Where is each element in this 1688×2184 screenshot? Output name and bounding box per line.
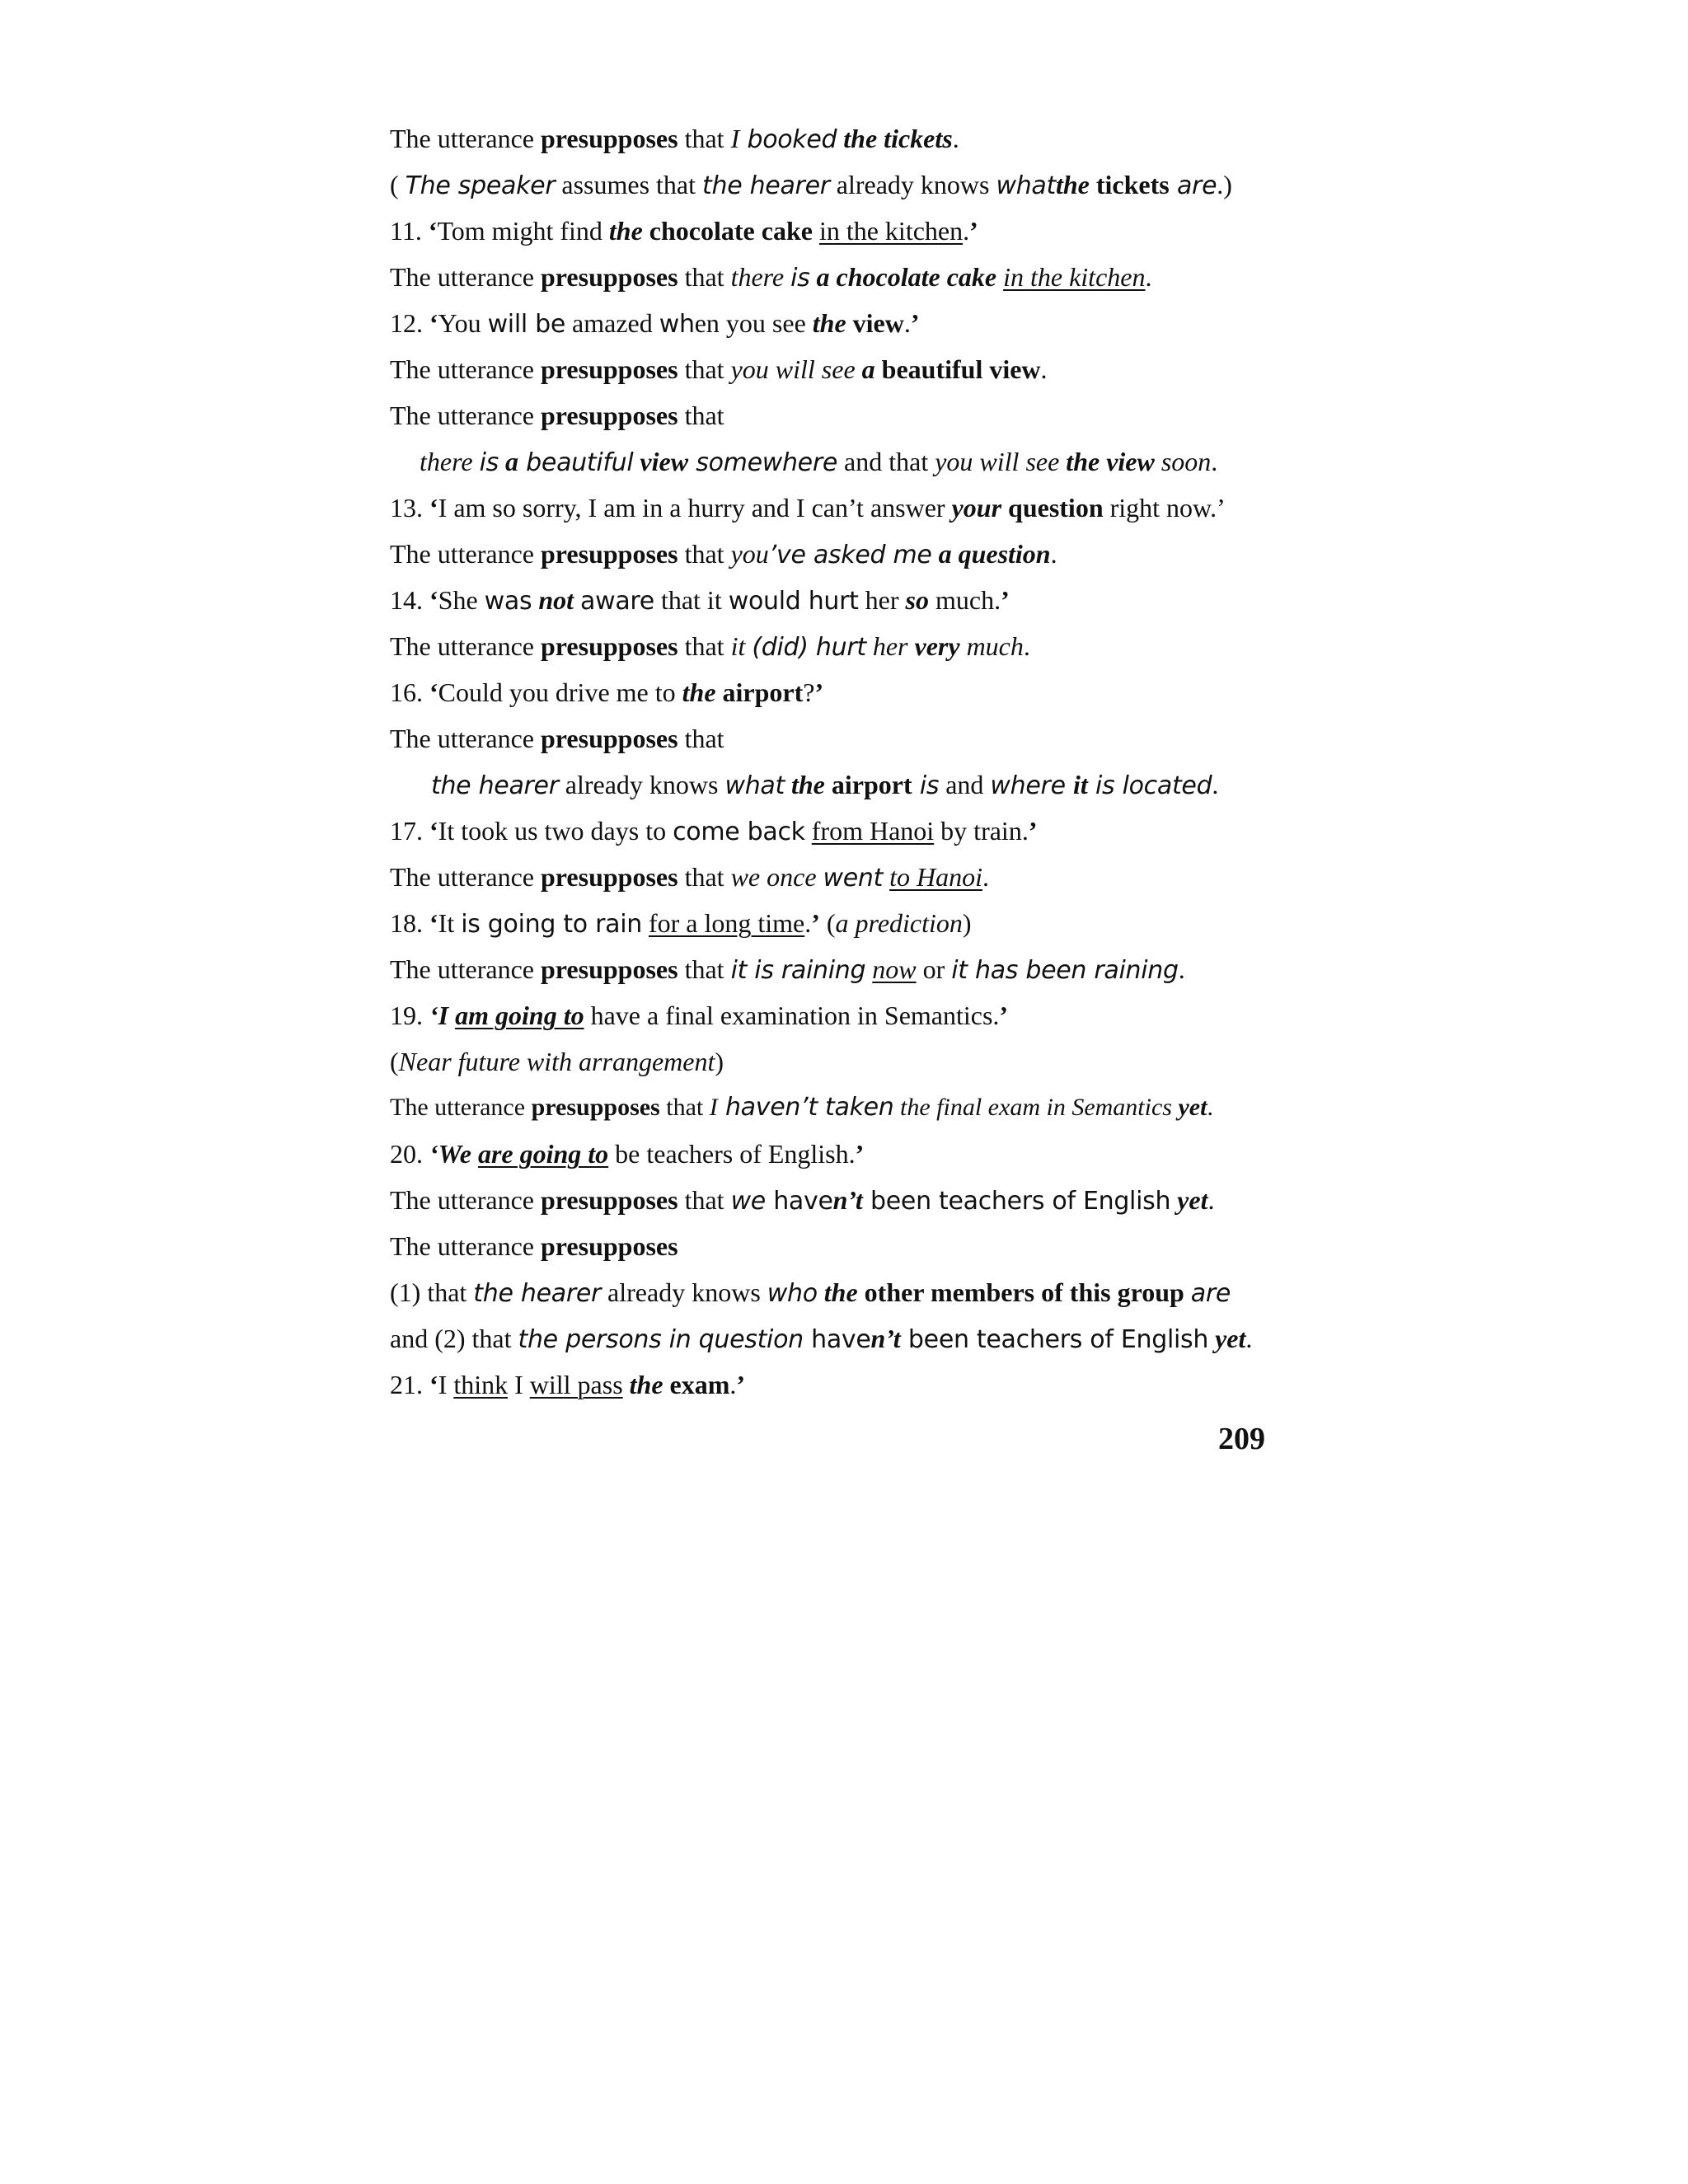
text-run: that — [678, 354, 731, 384]
text-run: for a long time — [648, 908, 805, 938]
text-run: is — [479, 448, 499, 477]
text-run: presupposes — [541, 401, 678, 430]
text-run: other members of this group — [857, 1277, 1184, 1307]
text-run: the final exam in Semantics — [893, 1094, 1179, 1121]
text-run: presupposes — [541, 354, 678, 384]
text-run: ( — [819, 908, 836, 938]
text-run: by train. — [934, 816, 1029, 846]
text-line — [390, 1223, 1313, 1269]
text-run: a question — [931, 539, 1051, 569]
text-run: haven’t taken — [717, 1093, 894, 1122]
example-12-line — [390, 300, 1313, 346]
text-line — [390, 1315, 1313, 1361]
text-run: think — [453, 1370, 509, 1399]
text-run: a — [498, 447, 518, 476]
text-run: ‘We — [429, 1139, 471, 1169]
text-run: from Hanoi — [811, 816, 935, 846]
text-run: ‘ — [429, 308, 438, 338]
text-run: the tickets — [837, 124, 953, 153]
text-run: you — [730, 539, 769, 569]
text-run: already knows — [601, 1277, 767, 1307]
text-run: the — [608, 216, 643, 246]
text-run: I — [709, 1094, 718, 1121]
text-run: are — [1190, 1279, 1231, 1308]
text-line — [390, 346, 1313, 392]
text-run: I — [508, 1370, 530, 1399]
text-run: that — [678, 1185, 731, 1215]
text-run: is — [912, 771, 940, 800]
example-17-line — [390, 808, 1313, 854]
text-run: 18. — [390, 908, 429, 938]
text-run — [471, 1139, 478, 1169]
text-run: . — [1145, 262, 1152, 292]
text-run: ) — [962, 908, 972, 938]
text-run: . — [1207, 1185, 1215, 1215]
text-run — [1170, 1185, 1177, 1215]
text-run: . — [1050, 539, 1057, 569]
text-run: Could you drive me to — [438, 677, 682, 707]
text-line — [390, 1177, 1313, 1223]
text-run: chocolate cake — [642, 216, 813, 246]
text-run: yet — [1177, 1185, 1208, 1215]
text-run: will be — [487, 310, 566, 339]
text-run: that — [678, 954, 731, 984]
text-run: what — [724, 771, 785, 800]
text-run — [1184, 1277, 1191, 1307]
text-run: It took us two days to — [438, 816, 673, 846]
text-run: en you see — [694, 308, 813, 338]
text-run: who — [767, 1279, 818, 1308]
text-run: in the kitchen — [818, 216, 964, 246]
text-run — [574, 585, 580, 615]
text-run — [448, 1001, 455, 1030]
text-run: I — [438, 1370, 454, 1399]
text-run: it — [1072, 770, 1088, 799]
text-run: . — [1211, 447, 1218, 476]
text-run: ? — [803, 677, 815, 707]
text-run: be teachers of English. — [608, 1139, 856, 1169]
text-run: the view — [1066, 447, 1155, 476]
text-run: ’ — [1001, 585, 1010, 615]
text-run: that — [659, 1094, 710, 1121]
text-run: . — [963, 216, 970, 246]
text-run: I am so sorry, I am in a hurry and I can’t answer — [438, 493, 952, 523]
text-run: the — [784, 770, 825, 799]
text-line — [390, 254, 1313, 300]
text-run: presupposes — [541, 954, 678, 984]
text-run: it has been raining — [951, 956, 1179, 985]
text-run: that — [678, 539, 731, 569]
text-run: exam — [663, 1370, 730, 1399]
example-19-line — [390, 992, 1313, 1038]
text-run: presupposes — [541, 1231, 678, 1261]
text-run: much. — [928, 585, 1001, 615]
text-line — [390, 854, 1313, 900]
text-run: ( — [390, 1047, 399, 1076]
text-run: that — [678, 401, 724, 430]
text-run: ’ — [910, 308, 920, 338]
text-run: presupposes — [531, 1094, 660, 1121]
text-run: view — [846, 308, 904, 338]
text-line — [390, 946, 1313, 992]
text-run: ( — [390, 170, 406, 199]
text-run: presupposes — [541, 124, 678, 153]
text-run: . — [1207, 1094, 1213, 1121]
text-run: the hearer — [473, 1279, 602, 1308]
text-run: the — [817, 1277, 858, 1307]
text-run: wh — [659, 310, 695, 339]
text-run: ‘ — [429, 677, 438, 707]
text-run: I — [730, 124, 740, 153]
text-run: the — [1055, 170, 1090, 199]
text-run: amazed — [565, 308, 659, 338]
text-run: . — [729, 1370, 737, 1399]
text-run: The utterance — [390, 262, 541, 292]
text-run: 11. — [390, 216, 429, 246]
text-run: . — [982, 862, 989, 892]
text-run: her — [858, 585, 906, 615]
text-run: went — [823, 864, 884, 893]
text-run: have a final examination in Semantics. — [584, 1001, 1000, 1030]
text-run: the — [682, 677, 716, 707]
text-run: much — [959, 631, 1024, 661]
text-run: . — [1023, 631, 1030, 661]
text-run: yet — [1215, 1324, 1246, 1353]
page-number: 209 — [1218, 1422, 1265, 1456]
text-run: ‘ — [429, 816, 438, 846]
text-run: would hurt — [728, 587, 859, 616]
text-line — [390, 438, 1313, 485]
text-run: already knows — [829, 170, 996, 199]
text-run — [805, 816, 812, 846]
text-run: ‘ — [429, 493, 438, 523]
text-run: . — [1245, 1324, 1253, 1353]
text-run: there — [420, 447, 480, 476]
text-run: .) — [1217, 170, 1232, 199]
text-run: ’ — [811, 908, 820, 938]
text-run: the — [629, 1370, 663, 1399]
text-run: will pass — [529, 1370, 623, 1399]
text-run: question — [1001, 493, 1104, 523]
text-run: that — [678, 631, 731, 661]
text-run: that — [678, 724, 724, 753]
text-run: the hearer — [431, 771, 559, 800]
text-run: not — [538, 585, 574, 615]
text-run: are going to — [477, 1139, 609, 1169]
text-run: The utterance — [390, 1231, 541, 1261]
text-run: we once — [730, 862, 823, 892]
text-run: a — [861, 354, 875, 384]
text-run: been teachers of English — [900, 1325, 1209, 1354]
text-run: beautiful — [518, 448, 634, 477]
text-run — [623, 1370, 630, 1399]
text-run: have — [765, 1187, 833, 1216]
text-line — [390, 762, 1313, 808]
text-run: n’t — [870, 1324, 901, 1353]
text-run: so — [905, 585, 929, 615]
text-run: are — [1169, 171, 1217, 200]
text-line — [390, 623, 1313, 669]
text-run: her — [865, 631, 915, 661]
text-run: ’ — [1028, 816, 1038, 846]
text-line — [390, 162, 1313, 208]
text-run: and — [939, 770, 991, 799]
text-run: The utterance — [390, 354, 541, 384]
text-run: am going to — [455, 1001, 584, 1030]
text-run: ’ — [855, 1139, 865, 1169]
example-20-line — [390, 1131, 1313, 1177]
text-run: come back — [673, 818, 805, 846]
text-run: 13. — [390, 493, 429, 523]
text-run: . — [804, 908, 812, 938]
text-run: to Hanoi — [889, 862, 982, 892]
example-13-line — [390, 485, 1313, 531]
text-run — [642, 908, 649, 938]
text-run: The utterance — [390, 124, 541, 153]
example-16-line — [390, 669, 1313, 715]
text-line — [390, 531, 1313, 577]
text-line — [390, 392, 1313, 438]
text-run: airport — [824, 770, 912, 799]
text-run: (1) that — [390, 1277, 474, 1307]
text-run: we — [730, 1187, 766, 1216]
text-run: ) — [715, 1047, 724, 1076]
text-run: or — [916, 954, 952, 984]
text-run: a chocolate cake — [809, 262, 997, 292]
text-run: been teachers of English — [862, 1187, 1171, 1216]
text-run: ‘ — [429, 908, 438, 938]
text-run: booked — [739, 125, 837, 154]
text-run: (did) hurt — [752, 633, 866, 662]
text-run: 21. — [390, 1370, 429, 1399]
text-run: very — [914, 631, 960, 661]
text-run: You — [438, 308, 488, 338]
text-run: The utterance — [390, 724, 541, 753]
text-run: . — [1040, 354, 1048, 384]
text-run: that — [678, 262, 731, 292]
text-run: Near future with arrangement — [398, 1047, 715, 1076]
text-run: and (2) that — [390, 1324, 518, 1353]
text-run: soon — [1154, 447, 1212, 476]
text-run: . — [1212, 770, 1219, 799]
text-run: is — [790, 264, 810, 293]
text-run: airport — [715, 677, 804, 707]
example-21-line — [390, 1361, 1313, 1408]
text-run: your — [951, 493, 1002, 523]
text-run: ’ — [999, 1001, 1009, 1030]
text-run: somewhere — [688, 448, 838, 477]
text-run: and that — [837, 447, 935, 476]
text-run: the persons in question — [518, 1325, 804, 1354]
text-run: view — [633, 447, 689, 476]
text-run: yet — [1178, 1094, 1207, 1121]
text-run: presupposes — [541, 262, 678, 292]
text-run: The utterance — [390, 401, 541, 430]
text-run: presupposes — [541, 1185, 678, 1215]
text-run: 20. — [390, 1139, 429, 1169]
text-run: Tom might find — [437, 216, 609, 246]
text-run: The utterance — [390, 539, 541, 569]
text-run: . — [952, 124, 959, 153]
text-run: 12. — [390, 308, 429, 338]
example-18-line — [390, 900, 1313, 946]
text-run: already knows — [558, 770, 725, 799]
text-run: aware — [580, 587, 654, 616]
text-run: where — [990, 771, 1073, 800]
text-run: was — [484, 587, 532, 616]
text-line — [390, 715, 1313, 762]
text-run: presupposes — [541, 631, 678, 661]
text-run: . — [903, 308, 911, 338]
text-run: presupposes — [541, 862, 678, 892]
text-run: ‘ — [429, 585, 438, 615]
text-run: the hearer — [702, 171, 830, 200]
text-run: you will see — [935, 447, 1067, 476]
text-run: 14. — [390, 585, 429, 615]
text-run: there — [730, 262, 791, 292]
example-14-line — [390, 577, 1313, 623]
text-run: what — [996, 171, 1056, 200]
text-run: that it — [654, 585, 729, 615]
text-run: 19. — [390, 1001, 429, 1030]
text-line — [390, 115, 1313, 162]
text-run — [813, 216, 819, 246]
text-run: The utterance — [390, 954, 541, 984]
text-run: tickets — [1089, 170, 1170, 199]
text-run: is located — [1087, 771, 1212, 800]
text-run — [1208, 1324, 1215, 1353]
text-run: 16. — [390, 677, 429, 707]
text-run: beautiful view — [874, 354, 1041, 384]
text-run: ‘ — [428, 216, 438, 246]
text-run: The utterance — [390, 862, 541, 892]
text-run: The utterance — [390, 1185, 541, 1215]
text-line — [390, 1269, 1313, 1315]
text-run — [883, 862, 889, 892]
text-run: in the kitchen — [1003, 262, 1146, 292]
text-run: ’ — [969, 216, 978, 246]
text-run: presupposes — [541, 724, 678, 753]
text-run: it is raining — [730, 956, 866, 985]
text-run: ’ — [814, 677, 824, 707]
text-run: The utterance — [390, 1094, 532, 1121]
page-body — [390, 115, 1313, 1408]
text-run: it — [730, 631, 753, 661]
text-run: 17. — [390, 816, 429, 846]
text-run: presupposes — [541, 539, 678, 569]
text-run: ‘I — [429, 1001, 449, 1030]
text-run: that — [678, 124, 731, 153]
text-run: n’t — [832, 1185, 863, 1215]
text-run: ‘ — [429, 1370, 438, 1399]
text-run — [996, 262, 1003, 292]
text-run: ’ve asked me — [768, 541, 932, 569]
text-run: ’ — [736, 1370, 746, 1399]
example-11-line — [390, 208, 1313, 254]
text-run: have — [803, 1325, 871, 1354]
text-run: She — [438, 585, 485, 615]
text-run: right now.’ — [1103, 493, 1226, 523]
text-run: that — [678, 862, 731, 892]
text-run: is going to rain — [461, 910, 642, 939]
text-run: . — [1178, 954, 1185, 984]
text-run: assumes that — [555, 170, 703, 199]
text-run: you will see — [730, 354, 862, 384]
text-run: It — [438, 908, 462, 938]
text-run: a prediction — [835, 908, 963, 938]
text-run: now — [872, 954, 917, 984]
text-run: the — [812, 308, 846, 338]
text-run: The utterance — [390, 631, 541, 661]
text-line — [390, 1085, 1313, 1131]
text-line — [390, 1038, 1313, 1085]
text-run: The speaker — [405, 171, 556, 200]
